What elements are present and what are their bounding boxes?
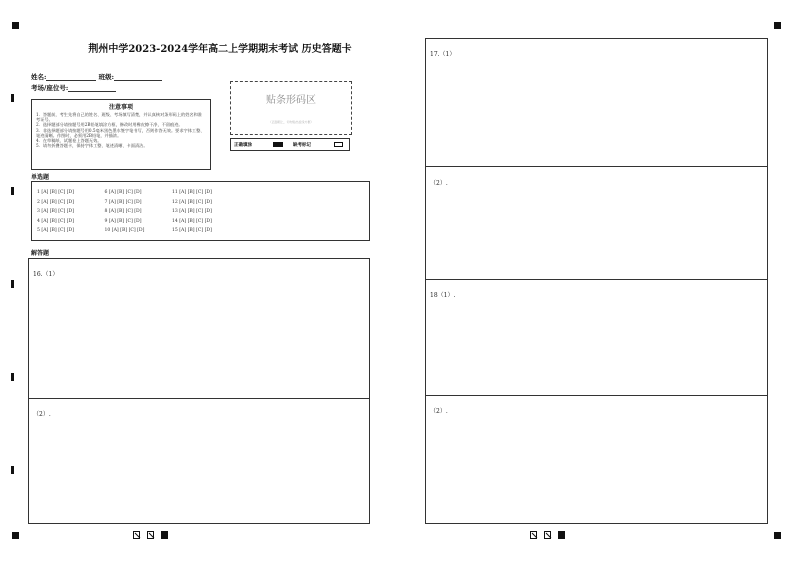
correct-fill-label: 正确填涂 (234, 143, 252, 148)
page-mark-empty (133, 531, 140, 539)
name-label: 姓名: (31, 73, 47, 81)
notice-item: 2．选择题部分请按题号用2B铅笔填涂方框，修改时用橡皮擦干净，不留痕迹。 (36, 122, 183, 128)
answer-box-16-1[interactable]: 16.（1） (33, 271, 59, 278)
mc-question-11[interactable]: 11 [A] [B] [C] [D] (171, 190, 212, 195)
timing-mark (11, 94, 14, 102)
essay-section-label: 解答题 (31, 250, 50, 257)
timing-mark (11, 373, 14, 381)
essay-area-17-18 (425, 38, 768, 524)
barcode-title: 贴条形码区 (266, 95, 316, 106)
notice-item: 5．请勿折叠答题卡，保持字体工整、笔迹清晰、卡面清洁。 (36, 143, 148, 149)
divider (28, 398, 370, 399)
mc-question-13[interactable]: 13 [A] [B] [C] [D] (171, 209, 212, 215)
notice-item: 3．非选择题部分请按题号用0.5毫米黑色墨水签字笔书写，否则作答无效。要求字体工整、笔迹清晰。作图时，必须用2B铅笔，并描浓。 (36, 127, 205, 138)
mc-question-14[interactable]: 14 [A] [B] [C] [D] (171, 218, 212, 224)
filled-box-icon (273, 142, 283, 147)
mc-question-8[interactable]: 8 [A] [B] [C] [D] (104, 209, 142, 215)
answer-box-17-2[interactable]: （2）. (430, 180, 448, 187)
page-mark-filled (558, 531, 565, 539)
fill-legend (230, 138, 350, 151)
corner-mark-top-right (774, 22, 781, 29)
absent-checkbox[interactable] (334, 142, 343, 147)
mc-question-10[interactable]: 10 [A] [B] [C] [D] (104, 228, 145, 234)
answer-box-17-1[interactable]: 17.（1） (430, 51, 456, 58)
corner-mark-bottom-left (12, 532, 19, 539)
answer-box-18-1[interactable]: 18（1）. (430, 292, 456, 299)
room-field[interactable] (31, 83, 116, 92)
room-label: 考场/座位号: (31, 84, 69, 92)
mc-question-9[interactable]: 9 [A] [B] [C] [D] (104, 218, 142, 224)
timing-mark (11, 466, 14, 474)
page-mark-filled (161, 531, 168, 539)
mc-answer-grid (31, 181, 370, 241)
notice-heading: 注意事项 (108, 104, 133, 111)
page-title: 荆州中学2023-2024学年高二上学期期末考试 历史答题卡 (88, 44, 352, 55)
corner-mark-top-left (12, 22, 19, 29)
barcode-subtitle: （正面朝上，切勿贴出虚线方框） (268, 120, 314, 124)
timing-mark (11, 187, 14, 195)
mc-question-4[interactable]: 4 [A] [B] [C] [D] (37, 218, 75, 224)
absent-mark-label: 缺考标记 (293, 143, 311, 148)
page-mark-empty (147, 531, 154, 539)
notice-item: 1．答题前，考生先将自己的姓名、班级、考场填写清楚，并认真核对条形码上的姓名和准考证号。 (36, 112, 202, 123)
mc-question-12[interactable]: 12 [A] [B] [C] [D] (171, 199, 212, 205)
essay-area-16 (28, 258, 370, 524)
answer-box-18-2[interactable]: （2）. (430, 408, 448, 415)
notice-box (31, 99, 211, 170)
mc-question-1[interactable]: 1 [A] [B] [C] [D] (37, 190, 75, 195)
mc-question-2[interactable]: 2 [A] [B] [C] [D] (37, 199, 75, 205)
timing-mark (11, 280, 14, 288)
mc-question-7[interactable]: 7 [A] [B] [C] [D] (104, 199, 142, 205)
answer-box-16-2[interactable]: （2）. (33, 411, 51, 418)
page-mark-empty (544, 531, 551, 539)
notice-item: 4．在草稿纸、试题卷上答题无效。 (36, 138, 102, 144)
mc-section-label: 单选题 (31, 174, 50, 181)
mc-question-6[interactable]: 6 [A] [B] [C] [D] (104, 190, 142, 195)
class-label: 班级: (98, 73, 115, 81)
barcode-area (230, 81, 352, 135)
name-field[interactable] (31, 72, 162, 81)
mc-question-15[interactable]: 15 [A] [B] [C] [D] (171, 228, 212, 234)
divider (425, 279, 768, 280)
page-mark-empty (530, 531, 537, 539)
mc-question-5[interactable]: 5 [A] [B] [C] [D] (37, 228, 75, 234)
divider (425, 395, 768, 396)
corner-mark-bottom-right (774, 532, 781, 539)
mc-question-3[interactable]: 3 [A] [B] [C] [D] (37, 209, 75, 215)
divider (425, 166, 768, 167)
